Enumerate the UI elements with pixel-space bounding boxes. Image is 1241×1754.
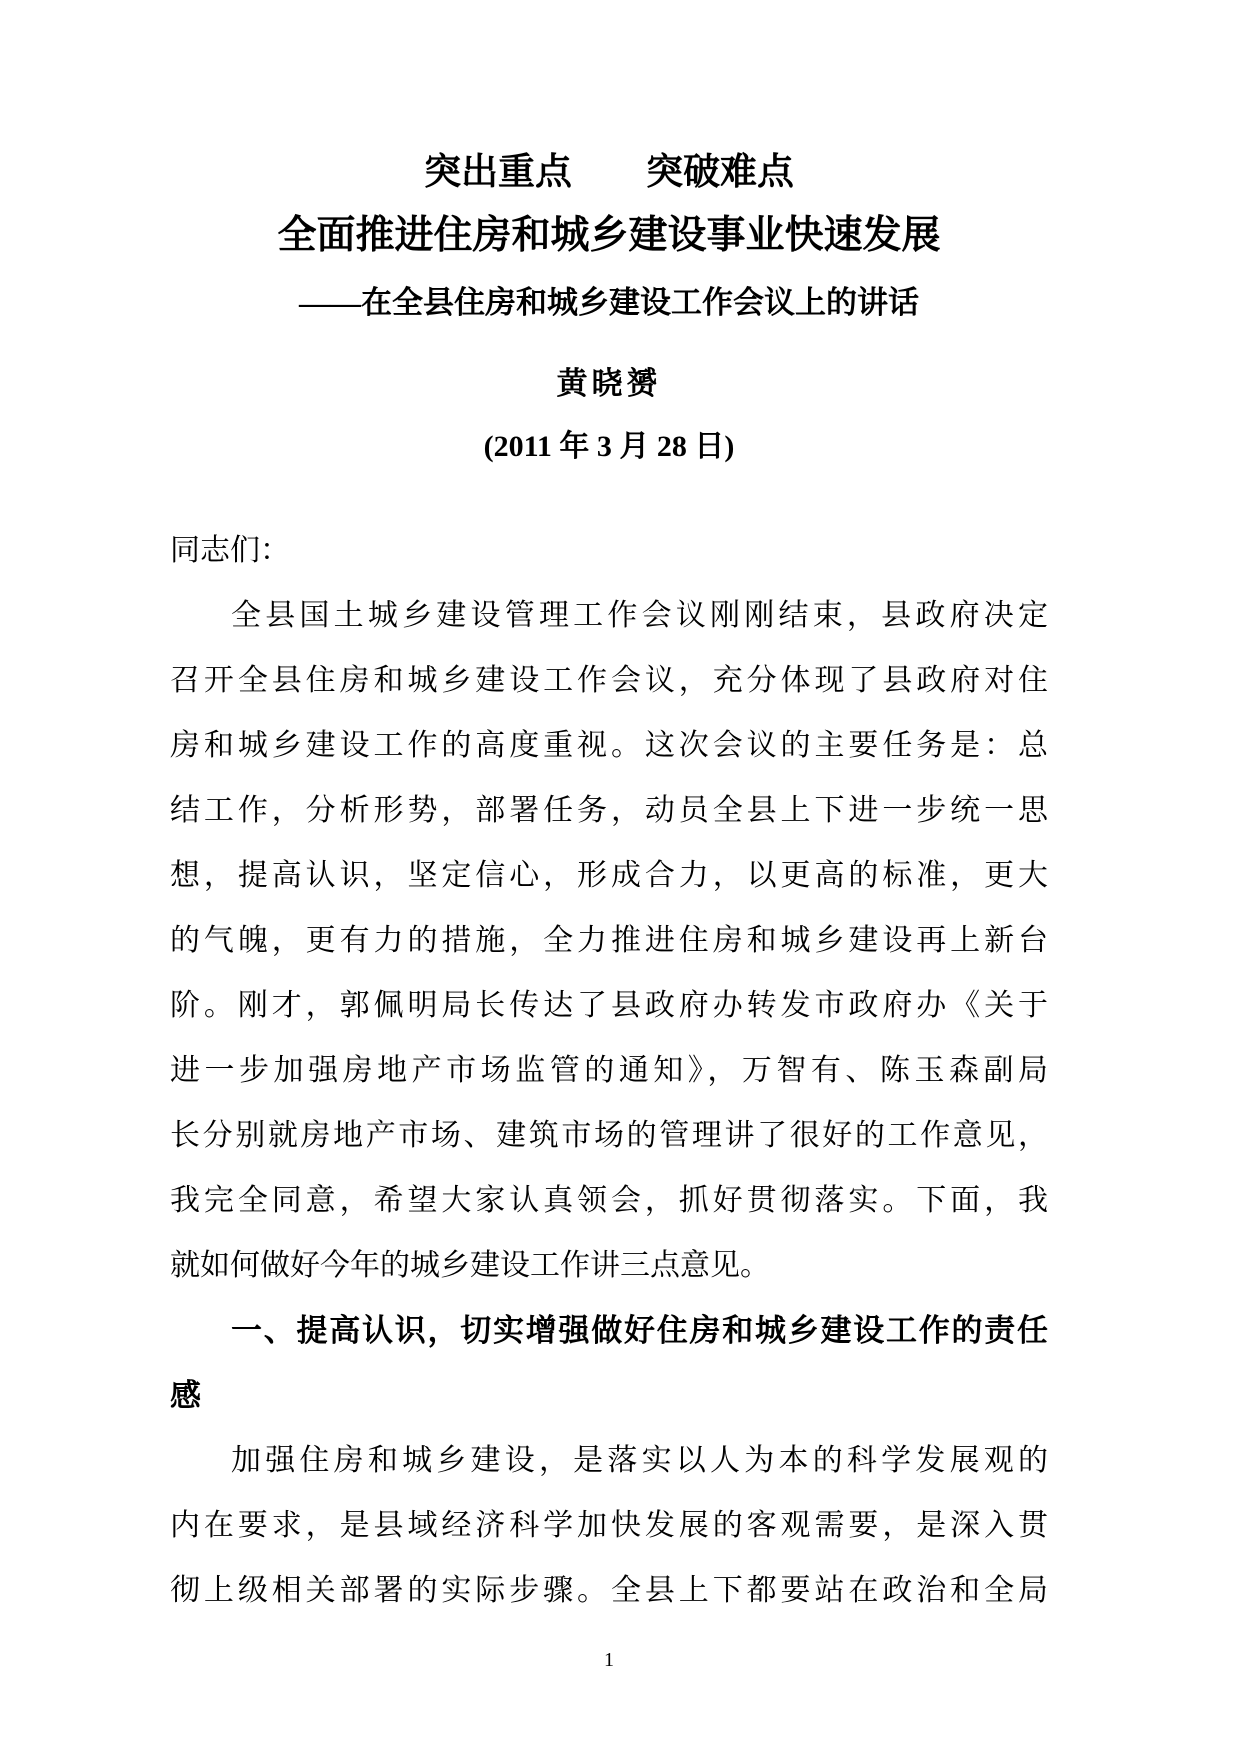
body-line: 想，提高认识，坚定信心，形成合力，以更高的标准，更大 bbox=[170, 859, 1048, 892]
document-body bbox=[170, 518, 1048, 1623]
body-line-salutation: 同志们： bbox=[170, 534, 290, 567]
speech-date: (2011 年 3 月 28 日) bbox=[483, 430, 735, 463]
body-line: 阶。刚才，郭佩明局长传达了县政府办转发市政府办《关于 bbox=[170, 989, 1048, 1022]
section-heading-line2: 感 bbox=[170, 1378, 201, 1413]
body-line: 全县国土城乡建设管理工作会议刚刚结束，县政府决定 bbox=[231, 599, 1048, 632]
body-line: 加强住房和城乡建设，是落实以人为本的科学发展观的 bbox=[231, 1444, 1048, 1477]
page-number: 1 bbox=[604, 1649, 614, 1671]
body-line: 就如何做好今年的城乡建设工作讲三点意见。 bbox=[170, 1249, 770, 1282]
body-line: 彻上级相关部署的实际步骤。全县上下都要站在政治和全局 bbox=[170, 1574, 1048, 1607]
author-name: 黄晓赟 bbox=[556, 366, 662, 401]
body-line: 内在要求，是县域经济科学加快发展的客观需要，是深入贯 bbox=[170, 1509, 1048, 1542]
document-subtitle: ——在全县住房和城乡建设工作会议上的讲话 bbox=[299, 285, 919, 320]
body-line: 我完全同意，希望大家认真领会，抓好贯彻落实。下面，我 bbox=[170, 1184, 1048, 1217]
body-line: 房和城乡建设工作的高度重视。这次会议的主要任务是：总 bbox=[170, 729, 1048, 762]
body-line: 召开全县住房和城乡建设工作会议，充分体现了县政府对住 bbox=[170, 664, 1048, 697]
document-title-line1: 突出重点 突破难点 bbox=[424, 152, 794, 193]
body-line: 长分别就房地产市场、建筑市场的管理讲了很好的工作意见， bbox=[170, 1119, 1048, 1152]
body-line: 进一步加强房地产市场监管的通知》，万智有、陈玉森副局 bbox=[170, 1054, 1048, 1087]
body-line: 结工作，分析形势，部署任务，动员全县上下进一步统一思 bbox=[170, 794, 1048, 827]
document-title-line2: 全面推进住房和城乡建设事业快速发展 bbox=[277, 214, 941, 257]
body-line: 的气魄，更有力的措施，全力推进住房和城乡建设再上新台 bbox=[170, 924, 1048, 957]
section-heading-line1: 一、提高认识，切实增强做好住房和城乡建设工作的责任 bbox=[231, 1313, 1048, 1348]
